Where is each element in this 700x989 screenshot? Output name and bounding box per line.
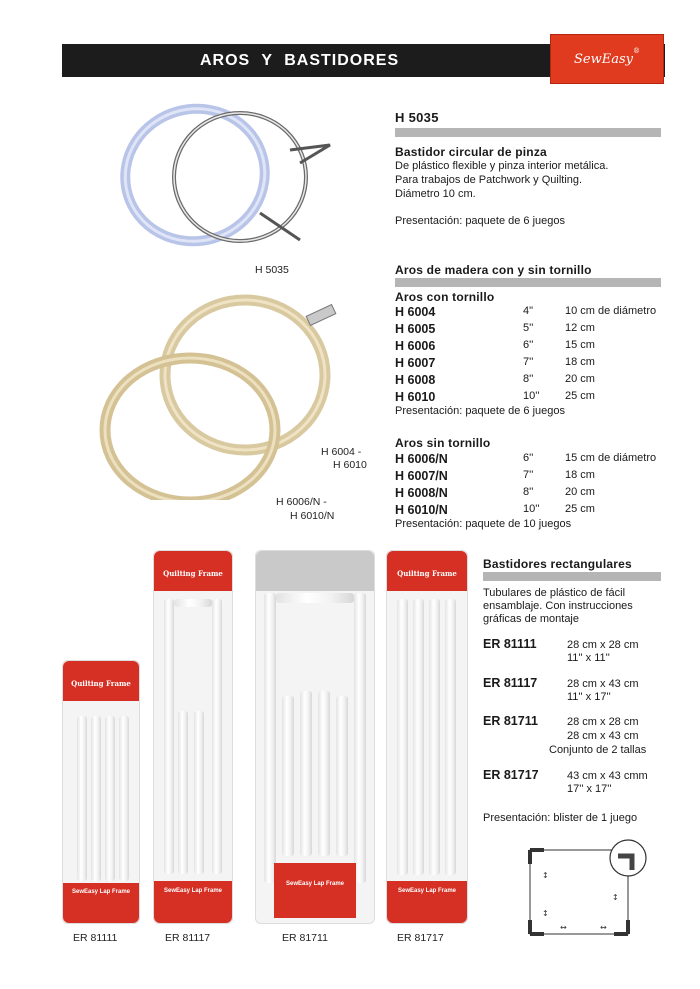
h5035-desc-3: Diámetro 10 cm. — [395, 188, 476, 200]
registered-mark: ® — [632, 47, 640, 55]
h5035-code: H 5035 — [395, 110, 439, 125]
without-screw-title: Aros sin tornillo — [395, 436, 491, 450]
wooden-title: Aros de madera con y sin tornillo — [395, 263, 592, 277]
table-row — [395, 469, 665, 486]
with-screw-title: Aros con tornillo — [395, 290, 495, 304]
product-inch: 6'' — [523, 452, 534, 464]
er81111-code: ER 81111 — [483, 637, 537, 651]
table-row — [395, 452, 665, 469]
product-cm: 20 cm — [565, 373, 595, 385]
table-row — [395, 305, 665, 322]
rect-desc-3: gráficas de montaje — [483, 613, 579, 625]
product-code: H 6004 — [395, 305, 436, 319]
product-inch: 10'' — [523, 503, 540, 515]
pack-footer-label: SewEasy Lap Frame — [285, 881, 345, 887]
wooden-hoops-illustration — [85, 290, 345, 500]
pack-footer-label: SewEasy Lap Frame — [71, 889, 131, 895]
svg-text:↕: ↕ — [612, 893, 619, 902]
with-screw-presentation: Presentación: paquete de 6 juegos — [395, 405, 566, 417]
pack-footer-label: SewEasy Lap Frame — [163, 888, 223, 894]
product-code: H 6006 — [395, 339, 436, 353]
product-code: H 6007/N — [395, 469, 448, 483]
assembly-diagram — [520, 838, 660, 948]
product-code: H 6008 — [395, 373, 436, 387]
rect-desc-2: ensamblaje. Con instrucciones — [483, 600, 633, 612]
rect-desc-1: Tubulares de plástico de fácil — [483, 587, 626, 599]
er81717-size-cm: 43 cm x 43 cmm — [567, 770, 648, 782]
pack-label: Quilting Frame — [163, 569, 223, 578]
rect-title: Bastidores rectangulares — [483, 557, 632, 571]
table-row — [395, 339, 665, 356]
product-code: H 6005 — [395, 322, 436, 336]
product-cm: 12 cm — [565, 322, 595, 334]
product-inch: 7'' — [523, 356, 534, 368]
wooden-bar — [395, 278, 661, 287]
with-screw-table — [395, 305, 665, 407]
without-screw-presentation: Presentación: paquete de 10 juegos — [395, 518, 572, 530]
h5035-presentation: Presentación: paquete de 6 juegos — [395, 215, 566, 227]
caption-er81117: ER 81117 — [165, 932, 211, 944]
product-cm: 10 cm de diámetro — [565, 305, 657, 317]
product-code: H 6010 — [395, 390, 436, 404]
caption-er81717: ER 81717 — [397, 932, 444, 944]
logo-text: SewEasy — [574, 51, 633, 67]
product-cm: 18 cm — [565, 469, 595, 481]
product-cm: 25 cm — [565, 503, 595, 515]
product-inch: 8'' — [523, 486, 534, 498]
without-screw-table — [395, 452, 665, 520]
er81111-size-cm: 28 cm x 28 cm — [567, 639, 639, 651]
svg-text:↔: ↔ — [560, 923, 567, 932]
er81117-size-cm: 28 cm x 43 cm — [567, 678, 639, 690]
pinch-hoop-illustration — [85, 95, 345, 270]
pack-er81717 — [386, 550, 468, 924]
product-code: H 6010/N — [395, 503, 448, 517]
wooden-label-b1: H 6006/N - — [276, 496, 327, 508]
er81711-code: ER 81711 — [483, 714, 538, 728]
caption-er81111: ER 81111 — [73, 932, 118, 944]
product-cm: 20 cm — [565, 486, 595, 498]
product-code: H 6006/N — [395, 452, 448, 466]
er81711-set: Conjunto de 2 tallas — [549, 744, 647, 756]
er81117-size-in: 11'' x 17'' — [567, 691, 611, 703]
product-inch: 7'' — [523, 469, 534, 481]
pack-hanger — [256, 551, 374, 591]
h5035-photo-label: H 5035 — [255, 264, 289, 276]
product-cm: 15 cm de diámetro — [565, 452, 657, 464]
er81117-code: ER 81117 — [483, 676, 538, 690]
h5035-desc-1: De plástico flexible y pinza interior metálica. — [395, 160, 609, 172]
table-row — [395, 356, 665, 373]
table-row — [395, 322, 665, 339]
product-cm: 25 cm — [565, 390, 595, 402]
pack-footer-label: SewEasy Lap Frame — [397, 888, 457, 894]
pack-er81711 — [255, 550, 375, 924]
product-cm: 15 cm — [565, 339, 595, 351]
svg-text:↕: ↕ — [542, 909, 549, 918]
table-row — [395, 486, 665, 503]
rect-bar — [483, 572, 661, 581]
product-cm: 18 cm — [565, 356, 595, 368]
h5035-bar — [395, 128, 661, 137]
svg-text:↕: ↕ — [542, 871, 549, 880]
h5035-subtitle: Bastidor circular de pinza — [395, 145, 547, 159]
product-inch: 5'' — [523, 322, 534, 334]
pack-label: Quilting Frame — [397, 569, 457, 578]
page-title: AROS Y BASTIDORES — [200, 52, 400, 69]
caption-er81711: ER 81711 — [282, 932, 328, 944]
pack-er81111 — [62, 660, 140, 924]
wooden-label-a1: H 6004 - — [321, 446, 362, 458]
sew-easy-logo — [550, 34, 664, 84]
pack-insert — [274, 863, 356, 918]
product-inch: 6'' — [523, 339, 534, 351]
er81111-size-in: 11'' x 11'' — [567, 652, 610, 664]
er81711-size-2: 28 cm x 43 cm — [567, 730, 639, 742]
wooden-label-b2: H 6010/N — [290, 510, 335, 522]
svg-text:↔: ↔ — [600, 923, 607, 932]
product-code: H 6008/N — [395, 486, 448, 500]
er81717-size-in: 17'' x 17'' — [567, 783, 612, 795]
rect-presentation: Presentación: blister de 1 juego — [483, 812, 638, 824]
product-inch: 8'' — [523, 373, 534, 385]
table-row — [395, 373, 665, 390]
product-inch: 4" — [523, 305, 534, 317]
er81717-code: ER 81717 — [483, 768, 539, 782]
pack-er81117 — [153, 550, 233, 924]
product-inch: 10'' — [523, 390, 540, 402]
wooden-label-a2: H 6010 — [333, 459, 367, 471]
h5035-desc-2: Para trabajos de Patchwork y Quilting. — [395, 174, 583, 186]
pack-label: Quilting Frame — [71, 679, 131, 688]
er81711-size-1: 28 cm x 28 cm — [567, 716, 639, 728]
product-code: H 6007 — [395, 356, 436, 370]
